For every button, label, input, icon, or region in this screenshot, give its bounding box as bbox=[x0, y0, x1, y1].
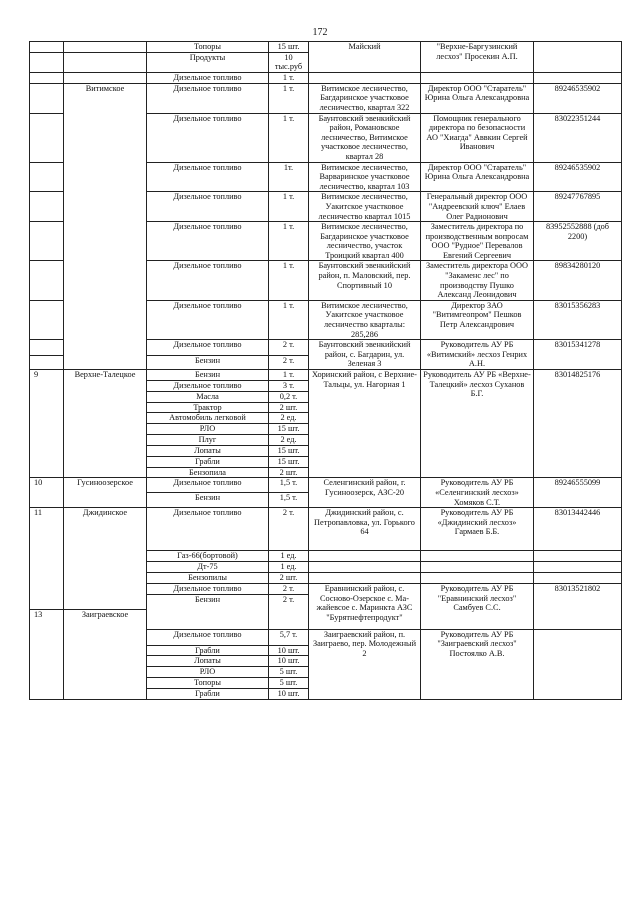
resource-quantity: 1,5 т. bbox=[269, 492, 309, 507]
responsible-person: Генеральный директор ООО "Андреевский ключ" Елаев Олег Радионович bbox=[421, 192, 534, 222]
resource-quantity: 5 шт. bbox=[269, 667, 309, 678]
row-number bbox=[30, 52, 64, 72]
responsible-person bbox=[421, 573, 534, 584]
storage-location bbox=[309, 551, 421, 562]
storage-location: Баунтовский эвенкийский район, п. Маловский, пер. Спортивный 10 bbox=[309, 261, 421, 300]
resource-name: Автомобиль легковой bbox=[147, 413, 269, 424]
storage-location: Витимское лесничество, Уакитское участковое лесничество квартал 1015 bbox=[309, 192, 421, 222]
resource-name: Дизельное топливо bbox=[147, 508, 269, 551]
branch-name: Джидинское bbox=[64, 508, 147, 610]
resource-quantity: 10 шт. bbox=[269, 656, 309, 667]
contact-phone: 83013521802 bbox=[534, 584, 622, 630]
responsible-person: Руководитель АУ РБ «Джидинский лесхоз» Гармаев Б.Б. bbox=[421, 508, 534, 551]
table-row bbox=[30, 478, 622, 493]
row-number bbox=[30, 192, 64, 222]
storage-location: Баунтовский эвенкийский район, Романовское лесничество, Витимское участковое лесничество, квартал 28 bbox=[309, 113, 421, 162]
contact-phone bbox=[534, 72, 622, 83]
row-number bbox=[30, 83, 64, 113]
responsible-person: "Верхне-Баргузинский лесхоз" Просекин А.П. bbox=[421, 42, 534, 73]
resource-quantity: 1 т. bbox=[269, 113, 309, 162]
page-number: 172 bbox=[312, 27, 328, 38]
contact-phone bbox=[534, 551, 622, 562]
contact-phone: 89247767895 bbox=[534, 192, 622, 222]
responsible-person: Заместитель директора по производственным вопросам ООО "Рудное" Перевалов Евгений Сергеевич bbox=[421, 222, 534, 261]
storage-location: Витимское лесничество, Багдаринское участковое лесничество, квартал 322 bbox=[309, 83, 421, 113]
resource-quantity: 2 т. bbox=[269, 584, 309, 595]
resource-name: Топоры bbox=[147, 42, 269, 53]
responsible-person: Помощник генерального директора по безопасности АО "Хиагда" Аввкин Сергей Иванович bbox=[421, 113, 534, 162]
resource-name: Грабли bbox=[147, 689, 269, 700]
responsible-person: Заместитель директора ООО "Закаменс лес" по производству Пушко Александ Леонидович bbox=[421, 261, 534, 300]
resource-name: Масла bbox=[147, 391, 269, 402]
resource-name: Дизельное топливо bbox=[147, 629, 269, 645]
row-number bbox=[30, 72, 64, 83]
resource-quantity: 10 шт. bbox=[269, 689, 309, 700]
responsible-person bbox=[421, 72, 534, 83]
row-number bbox=[30, 162, 64, 192]
resource-quantity: 15 шт. bbox=[269, 424, 309, 435]
responsible-person: Директор ООО "Старатель" Юрина Ольга Александровна bbox=[421, 162, 534, 192]
resource-quantity: 1 т. bbox=[269, 83, 309, 113]
responsible-person: Руководитель АУ РБ «Витимский» лесхоз Генрих А.Н. bbox=[421, 340, 534, 370]
row-number bbox=[30, 356, 64, 370]
responsible-person: Руководитель АУ РБ "Еравнинский лесхоз" Самбуев С.С. bbox=[421, 584, 534, 630]
resource-quantity: 1 т. bbox=[269, 192, 309, 222]
resource-quantity: 1 т. bbox=[269, 222, 309, 261]
resource-quantity: 2 т. bbox=[269, 340, 309, 356]
row-number bbox=[30, 340, 64, 356]
resource-name: Дизельное топливо bbox=[147, 381, 269, 392]
resource-name: Дизельное топливо bbox=[147, 222, 269, 261]
resource-quantity: 5 шт. bbox=[269, 678, 309, 689]
contact-phone: 83014825176 bbox=[534, 370, 622, 478]
storage-location: Еравнинский район, с. Сосново-Озерское с. Ма-жайевсое с. Маринкта АЗС "Бурятнефтепродукт" bbox=[309, 584, 421, 630]
resource-quantity: 10 шт. bbox=[269, 645, 309, 656]
table-row bbox=[30, 72, 622, 83]
storage-location: Витимское лесничество, Варваринское участковое лесничество, квартал 103 bbox=[309, 162, 421, 192]
branch-name: Гусиноозерское bbox=[64, 478, 147, 508]
resource-name: Дизельное топливо bbox=[147, 162, 269, 192]
resource-quantity: 10 тыс.руб bbox=[269, 52, 309, 72]
storage-location bbox=[309, 562, 421, 573]
resource-name: Лопаты bbox=[147, 445, 269, 456]
contact-phone: 89834280120 bbox=[534, 261, 622, 300]
resource-name: Газ-66(бортовой) bbox=[147, 551, 269, 562]
resource-name: Бензопила bbox=[147, 467, 269, 478]
resource-quantity: 1 ед. bbox=[269, 551, 309, 562]
row-number: 9 bbox=[30, 370, 64, 478]
row-number bbox=[30, 261, 64, 300]
resource-quantity: 2 т. bbox=[269, 508, 309, 551]
responsible-person: Директор ЗАО "Витимгеопром" Пешков Петр Александрович bbox=[421, 300, 534, 339]
resource-name: Бензин bbox=[147, 492, 269, 507]
resource-quantity: 1т. bbox=[269, 162, 309, 192]
resource-name: Бензопилы bbox=[147, 573, 269, 584]
resource-name: РЛО bbox=[147, 424, 269, 435]
row-number bbox=[30, 222, 64, 261]
row-number: 13 bbox=[30, 609, 64, 700]
storage-location: Баунтовский эвенкийский район, с. Багдарин, ул. Зеленая 3 bbox=[309, 340, 421, 370]
contact-phone bbox=[534, 562, 622, 573]
table-row bbox=[30, 370, 622, 381]
resource-name: Топоры bbox=[147, 678, 269, 689]
resource-name: Лопаты bbox=[147, 656, 269, 667]
branch-name bbox=[64, 52, 147, 72]
resource-quantity: 2 т. bbox=[269, 356, 309, 370]
storage-location: Майский bbox=[309, 42, 421, 73]
contact-phone: 83013442446 bbox=[534, 508, 622, 551]
resources-table bbox=[29, 41, 622, 700]
resource-name: Дизельное топливо bbox=[147, 261, 269, 300]
responsible-person: Руководитель АУ РБ «Селенгинский лесхоз» Хомяков С.Т. bbox=[421, 478, 534, 508]
storage-location: Джидинский район, с. Петропавловка, ул. Горького 64 bbox=[309, 508, 421, 551]
storage-location: Витимское лесничество, Уакитское участковое лесничество кварталы: 285,286 bbox=[309, 300, 421, 339]
resource-quantity: 2 ед. bbox=[269, 413, 309, 424]
responsible-person: Директор ООО "Старатель" Юрина Ольга Александровна bbox=[421, 83, 534, 113]
resource-quantity: 5,7 т. bbox=[269, 629, 309, 645]
responsible-person bbox=[421, 562, 534, 573]
contact-phone: 83015341278 bbox=[534, 340, 622, 370]
responsible-person bbox=[421, 551, 534, 562]
resource-quantity: 1,5 т. bbox=[269, 478, 309, 493]
table-row bbox=[30, 508, 622, 529]
contact-phone: 83015356283 bbox=[534, 300, 622, 339]
storage-location: Хоринский район, с Верхние-Тальцы, ул. Нагорная 1 bbox=[309, 370, 421, 478]
resource-name: Дизельное топливо bbox=[147, 113, 269, 162]
row-number: 10 bbox=[30, 478, 64, 508]
contact-phone: 83022351244 bbox=[534, 113, 622, 162]
storage-location: Заиграевский район, п. Заиграево, пер. Молодежный 2 bbox=[309, 629, 421, 700]
responsible-person: Руководитель АУ РБ "Заиграевский лесхоз" Постоялко А.В. bbox=[421, 629, 534, 700]
resource-name: Бензин bbox=[147, 594, 269, 629]
resource-quantity: 1 т. bbox=[269, 300, 309, 339]
resource-quantity: 2 шт. bbox=[269, 467, 309, 478]
contact-phone bbox=[534, 629, 622, 700]
resource-quantity: 2 ед. bbox=[269, 434, 309, 445]
contact-phone bbox=[534, 42, 622, 73]
resource-name: Дизельное топливо bbox=[147, 340, 269, 356]
resource-quantity: 2 шт. bbox=[269, 573, 309, 584]
resource-name: Дизельное топливо bbox=[147, 478, 269, 493]
resource-quantity: 2 шт. bbox=[269, 402, 309, 413]
resource-name: Дизельное топливо bbox=[147, 300, 269, 339]
branch-name: Заиграевское bbox=[64, 609, 147, 700]
table-row bbox=[30, 83, 622, 113]
resource-name: Грабли bbox=[147, 456, 269, 467]
resource-quantity: 1 т. bbox=[269, 72, 309, 83]
resource-name: Дизельное топливо bbox=[147, 72, 269, 83]
contact-phone: 89246535902 bbox=[534, 83, 622, 113]
resource-name: Дизельное топливо bbox=[147, 584, 269, 595]
resource-name: Продукты bbox=[147, 52, 269, 72]
resource-name: Бензин bbox=[147, 370, 269, 381]
branch-name: Витимское bbox=[64, 83, 147, 369]
resource-name: Дизельное топливо bbox=[147, 192, 269, 222]
contact-phone: 83952552888 (доб 2200) bbox=[534, 222, 622, 261]
resource-quantity: 15 шт. bbox=[269, 42, 309, 53]
branch-name bbox=[64, 42, 147, 53]
row-number bbox=[30, 42, 64, 53]
storage-location bbox=[309, 72, 421, 83]
table-row bbox=[30, 42, 622, 53]
contact-phone: 89246535902 bbox=[534, 162, 622, 192]
resource-name: РЛО bbox=[147, 667, 269, 678]
resource-quantity: 1 т. bbox=[269, 370, 309, 381]
resource-quantity: 15 шт. bbox=[269, 456, 309, 467]
storage-location: Селенгинский район, г. Гусиноозерск, АЗС-20 bbox=[309, 478, 421, 508]
contact-phone: 89246555099 bbox=[534, 478, 622, 508]
resource-name: Дт-75 bbox=[147, 562, 269, 573]
contact-phone bbox=[534, 573, 622, 584]
resource-name: Плуг bbox=[147, 434, 269, 445]
branch-name: Верхне-Талецкое bbox=[64, 370, 147, 478]
row-number bbox=[30, 113, 64, 162]
resource-quantity: 1 т. bbox=[269, 261, 309, 300]
row-number bbox=[30, 300, 64, 339]
resource-name: Дизельное топливо bbox=[147, 83, 269, 113]
resource-quantity: 2 т. bbox=[269, 594, 309, 629]
storage-location bbox=[309, 573, 421, 584]
resource-quantity: 0,2 т. bbox=[269, 391, 309, 402]
resource-quantity: 3 т. bbox=[269, 381, 309, 392]
row-number: 11 bbox=[30, 508, 64, 610]
resource-name: Бензин bbox=[147, 356, 269, 370]
branch-name bbox=[64, 72, 147, 83]
resource-name: Грабли bbox=[147, 645, 269, 656]
storage-location: Витимское лесничество, Багдаринское участковое лесничество, участок Троицкий квартал 400 bbox=[309, 222, 421, 261]
resource-name: Трактор bbox=[147, 402, 269, 413]
responsible-person: Руководитель АУ РБ «Верхне-Талецкий» лесхоз Суханов Б.Г. bbox=[421, 370, 534, 478]
resource-quantity: 1 ед. bbox=[269, 562, 309, 573]
resource-quantity: 15 шт. bbox=[269, 445, 309, 456]
